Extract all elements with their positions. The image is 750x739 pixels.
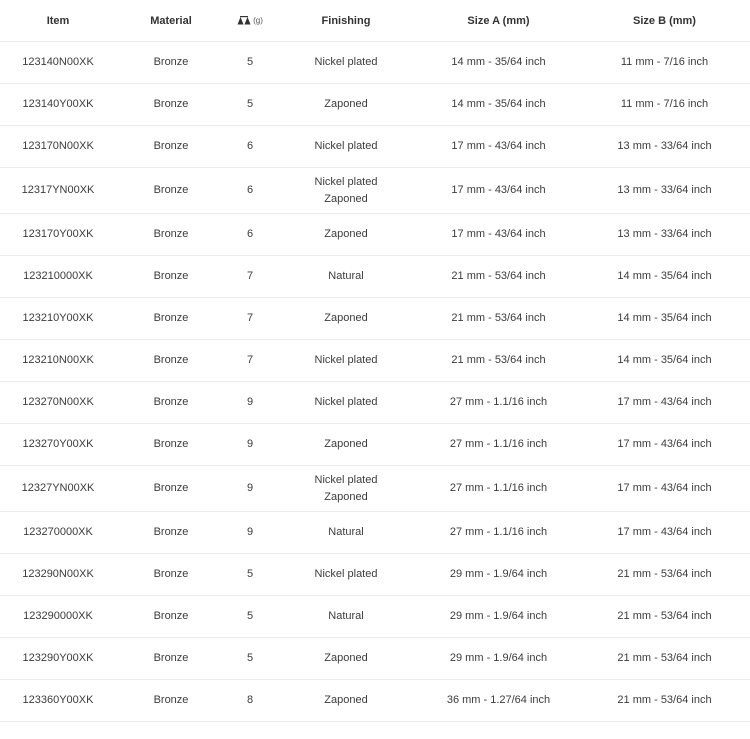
cell-material: Bronze bbox=[116, 84, 226, 126]
cell-size-b: 14 mm - 35/64 inch bbox=[579, 256, 750, 298]
finishing-value: Nickel plated bbox=[314, 396, 378, 408]
cell-item: 123170Y00XK bbox=[0, 214, 116, 256]
cell-weight: 9 bbox=[226, 512, 274, 554]
finishing-value: Nickel plated bbox=[314, 140, 378, 152]
cell-item: 123290Y00XK bbox=[0, 638, 116, 680]
cell-size-b: 21 mm - 53/64 inch bbox=[579, 638, 750, 680]
finishing-value: Natural bbox=[328, 610, 364, 622]
cell-size-b: 14 mm - 35/64 inch bbox=[579, 340, 750, 382]
table-row bbox=[0, 638, 750, 680]
finishing-value: Zaponed bbox=[324, 192, 368, 205]
cell-material: Bronze bbox=[116, 42, 226, 84]
cell-item: 123290000XK bbox=[0, 596, 116, 638]
table-row bbox=[0, 596, 750, 638]
cell-size-a: 27 mm - 1.1/16 inch bbox=[418, 466, 579, 512]
finishing-value: Nickel plated bbox=[314, 568, 378, 580]
cell-item: 123210Y00XK bbox=[0, 298, 116, 340]
table-row bbox=[0, 554, 750, 596]
cell-finishing bbox=[274, 168, 418, 214]
table-row bbox=[0, 126, 750, 168]
cell-weight: 5 bbox=[226, 596, 274, 638]
finishing-value: Nickel plated bbox=[314, 56, 378, 68]
weight-icon bbox=[237, 16, 251, 25]
cell-weight: 7 bbox=[226, 298, 274, 340]
finishing-value: Zaponed bbox=[324, 694, 368, 706]
cell-size-b: 11 mm - 7/16 inch bbox=[579, 84, 750, 126]
cell-weight: 7 bbox=[226, 340, 274, 382]
cell-item: 123170N00XK bbox=[0, 126, 116, 168]
cell-weight: 6 bbox=[226, 214, 274, 256]
cell-material: Bronze bbox=[116, 298, 226, 340]
cell-size-a: 29 mm - 1.9/64 inch bbox=[418, 638, 579, 680]
cell-size-b: 13 mm - 33/64 inch bbox=[579, 168, 750, 214]
table-row bbox=[0, 424, 750, 466]
cell-material: Bronze bbox=[116, 680, 226, 722]
cell-item: 123140Y00XK bbox=[0, 84, 116, 126]
cell-material: Bronze bbox=[116, 340, 226, 382]
cell-size-b: 17 mm - 43/64 inch bbox=[579, 466, 750, 512]
header-size-a: Size A (mm) bbox=[418, 0, 579, 42]
cell-item: 123140N00XK bbox=[0, 42, 116, 84]
cell-finishing bbox=[274, 466, 418, 512]
cell-material: Bronze bbox=[116, 638, 226, 680]
cell-finishing bbox=[274, 424, 418, 466]
cell-weight: 5 bbox=[226, 84, 274, 126]
cell-size-b: 21 mm - 53/64 inch bbox=[579, 596, 750, 638]
cell-material: Bronze bbox=[116, 256, 226, 298]
cell-weight: 6 bbox=[226, 126, 274, 168]
cell-finishing bbox=[274, 340, 418, 382]
cell-size-b: 13 mm - 33/64 inch bbox=[579, 214, 750, 256]
cell-material: Bronze bbox=[116, 424, 226, 466]
cell-material: Bronze bbox=[116, 126, 226, 168]
cell-finishing bbox=[274, 298, 418, 340]
table-header bbox=[0, 0, 750, 42]
cell-size-a: 29 mm - 1.9/64 inch bbox=[418, 554, 579, 596]
cell-weight: 6 bbox=[226, 168, 274, 214]
finishing-value: Zaponed bbox=[324, 490, 368, 503]
cell-size-b: 14 mm - 35/64 inch bbox=[579, 298, 750, 340]
cell-finishing bbox=[274, 84, 418, 126]
header-row bbox=[0, 0, 750, 42]
cell-weight: 7 bbox=[226, 256, 274, 298]
table-row bbox=[0, 168, 750, 214]
cell-size-a: 14 mm - 35/64 inch bbox=[418, 84, 579, 126]
cell-weight: 9 bbox=[226, 424, 274, 466]
cell-weight: 9 bbox=[226, 466, 274, 512]
cell-item: 12327YN00XK bbox=[0, 466, 116, 512]
finishing-value: Zaponed bbox=[324, 652, 368, 664]
table-row bbox=[0, 42, 750, 84]
table-body bbox=[0, 42, 750, 722]
cell-size-a: 17 mm - 43/64 inch bbox=[418, 126, 579, 168]
cell-material: Bronze bbox=[116, 214, 226, 256]
cell-weight: 9 bbox=[226, 382, 274, 424]
cell-material: Bronze bbox=[116, 168, 226, 214]
finishing-value: Zaponed bbox=[324, 438, 368, 450]
finishing-value: Natural bbox=[328, 526, 364, 538]
header-size-b: Size B (mm) bbox=[579, 0, 750, 42]
cell-finishing bbox=[274, 214, 418, 256]
cell-material: Bronze bbox=[116, 382, 226, 424]
table-row bbox=[0, 214, 750, 256]
cell-weight: 5 bbox=[226, 638, 274, 680]
cell-material: Bronze bbox=[116, 596, 226, 638]
cell-size-b: 21 mm - 53/64 inch bbox=[579, 680, 750, 722]
table-row bbox=[0, 340, 750, 382]
cell-weight: 5 bbox=[226, 554, 274, 596]
cell-finishing bbox=[274, 638, 418, 680]
cell-item: 123210000XK bbox=[0, 256, 116, 298]
finishing-value: Nickel plated bbox=[314, 473, 378, 486]
cell-size-a: 14 mm - 35/64 inch bbox=[418, 42, 579, 84]
cell-size-b: 17 mm - 43/64 inch bbox=[579, 424, 750, 466]
table-row bbox=[0, 382, 750, 424]
cell-item: 123270000XK bbox=[0, 512, 116, 554]
cell-size-a: 17 mm - 43/64 inch bbox=[418, 168, 579, 214]
finishing-value: Zaponed bbox=[324, 312, 368, 324]
cell-size-a: 21 mm - 53/64 inch bbox=[418, 340, 579, 382]
cell-item: 123210N00XK bbox=[0, 340, 116, 382]
cell-size-a: 27 mm - 1.1/16 inch bbox=[418, 512, 579, 554]
cell-size-b: 11 mm - 7/16 inch bbox=[579, 42, 750, 84]
cell-size-b: 13 mm - 33/64 inch bbox=[579, 126, 750, 168]
table-row bbox=[0, 298, 750, 340]
cell-material: Bronze bbox=[116, 466, 226, 512]
finishing-value: Nickel plated bbox=[314, 354, 378, 366]
table-row bbox=[0, 466, 750, 512]
cell-material: Bronze bbox=[116, 512, 226, 554]
cell-weight: 5 bbox=[226, 42, 274, 84]
cell-size-a: 21 mm - 53/64 inch bbox=[418, 256, 579, 298]
finishing-value: Zaponed bbox=[324, 228, 368, 240]
cell-size-b: 21 mm - 53/64 inch bbox=[579, 554, 750, 596]
cell-finishing bbox=[274, 596, 418, 638]
cell-size-a: 17 mm - 43/64 inch bbox=[418, 214, 579, 256]
cell-size-a: 27 mm - 1.1/16 inch bbox=[418, 424, 579, 466]
cell-size-a: 21 mm - 53/64 inch bbox=[418, 298, 579, 340]
cell-size-a: 27 mm - 1.1/16 inch bbox=[418, 382, 579, 424]
cell-size-a: 29 mm - 1.9/64 inch bbox=[418, 596, 579, 638]
header-item: Item bbox=[0, 0, 116, 42]
cell-finishing bbox=[274, 256, 418, 298]
cell-size-b: 17 mm - 43/64 inch bbox=[579, 512, 750, 554]
table-row bbox=[0, 680, 750, 722]
cell-item: 123290N00XK bbox=[0, 554, 116, 596]
cell-item: 12317YN00XK bbox=[0, 168, 116, 214]
cell-finishing bbox=[274, 512, 418, 554]
weight-unit: (g) bbox=[253, 16, 263, 26]
header-finishing: Finishing bbox=[274, 0, 418, 42]
cell-finishing bbox=[274, 42, 418, 84]
cell-finishing bbox=[274, 382, 418, 424]
cell-item: 123270N00XK bbox=[0, 382, 116, 424]
cell-item: 123270Y00XK bbox=[0, 424, 116, 466]
cell-finishing bbox=[274, 126, 418, 168]
cell-finishing bbox=[274, 680, 418, 722]
cell-item: 123360Y00XK bbox=[0, 680, 116, 722]
header-material: Material bbox=[116, 0, 226, 42]
finishing-value: Zaponed bbox=[324, 98, 368, 110]
table-row bbox=[0, 512, 750, 554]
header-weight bbox=[226, 0, 274, 42]
finishing-value: Natural bbox=[328, 270, 364, 282]
table-row bbox=[0, 256, 750, 298]
cell-material: Bronze bbox=[116, 554, 226, 596]
cell-size-a: 36 mm - 1.27/64 inch bbox=[418, 680, 579, 722]
cell-weight: 8 bbox=[226, 680, 274, 722]
table-row bbox=[0, 84, 750, 126]
cell-size-b: 17 mm - 43/64 inch bbox=[579, 382, 750, 424]
finishing-value: Nickel plated bbox=[314, 175, 378, 188]
cell-finishing bbox=[274, 554, 418, 596]
